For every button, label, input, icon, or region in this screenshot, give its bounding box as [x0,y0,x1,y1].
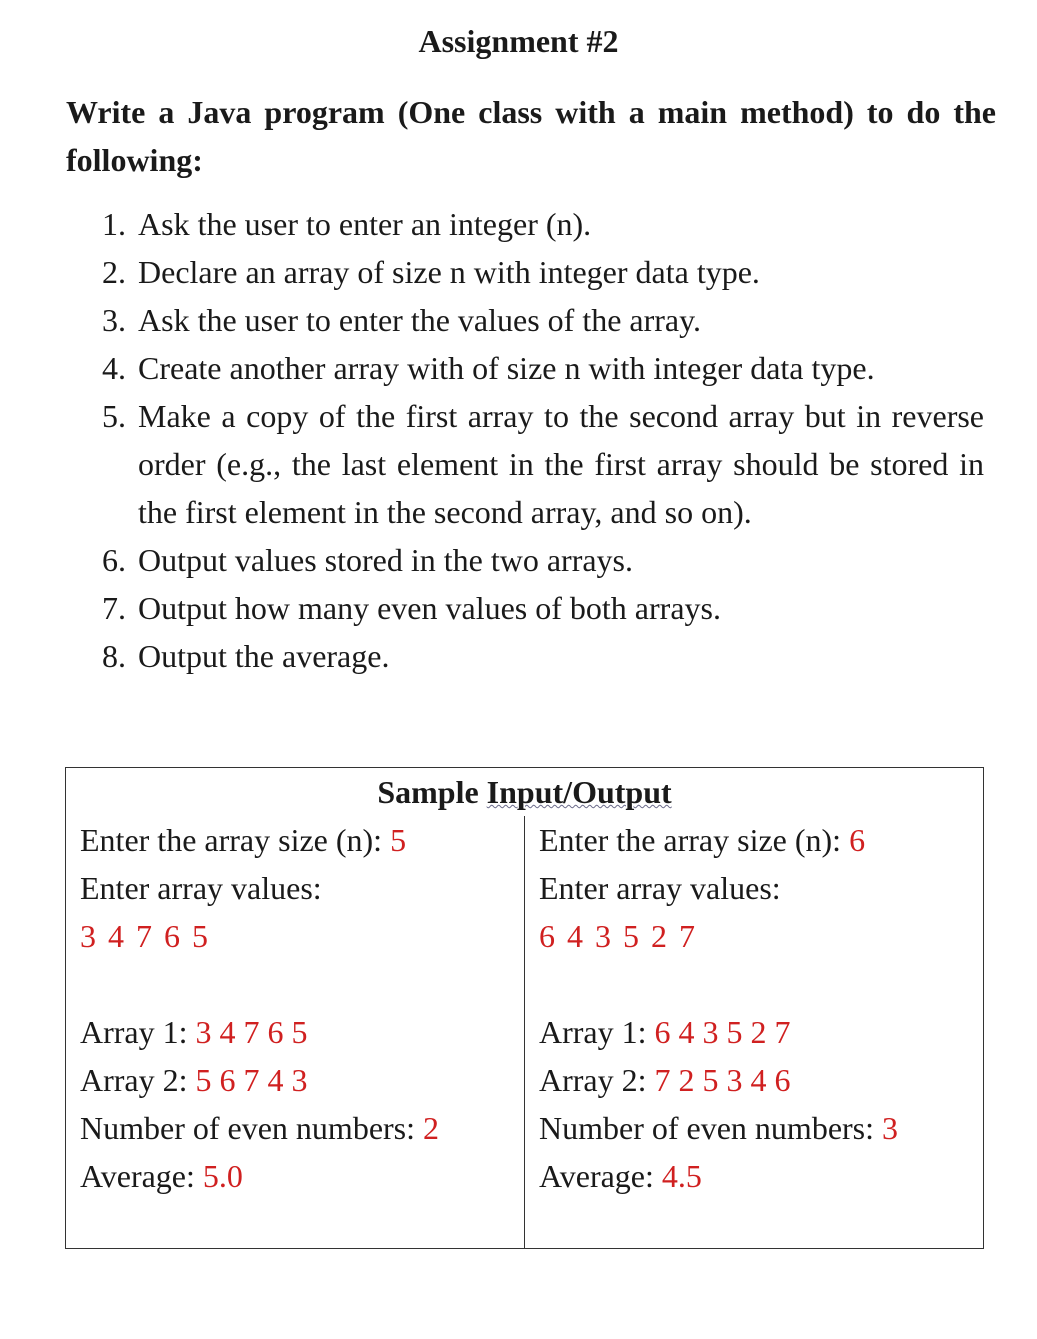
step-number: 6. [102,542,126,578]
even-value: 3 [882,1110,899,1146]
list-item [66,344,996,392]
sample-io-table [65,767,984,1249]
avg-label: Average: [80,1158,203,1194]
sample-right-column [525,816,983,1248]
array1-label: Array 1: [539,1014,655,1050]
step-text: Declare an array of size n with integer data type. [138,254,760,290]
sample-io-heading [66,768,983,816]
list-item [66,296,996,344]
values-label: Enter array values: [539,870,781,906]
step-number: 1. [102,206,126,242]
values-input: 3 4 7 6 5 [80,918,210,954]
even-label: Number of even numbers: [539,1110,883,1146]
size-label: Enter the array size (n): [80,822,391,858]
step-text: Ask the user to enter an integer (n). [138,206,592,242]
step-text: Create another array with of size n with integer data type. [138,350,875,386]
step-number: 5. [102,398,126,434]
values-input: 6 4 3 5 2 7 [539,918,697,954]
page-title: Assignment #2 [418,23,619,59]
list-item [66,536,996,584]
array1-line [80,1008,524,1056]
step-text: Output how many even values of both arrays. [138,590,721,626]
array1-line [539,1008,983,1056]
even-line [539,1104,983,1152]
array1-label: Array 1: [80,1014,196,1050]
size-label: Enter the array size (n): [539,822,850,858]
avg-value: 4.5 [661,1158,702,1194]
array2-line [539,1056,983,1104]
list-item [66,632,996,680]
steps-list [66,200,996,680]
step-number: 4. [102,350,126,386]
step-text: Output values stored in the two arrays. [138,542,633,578]
even-line [80,1104,524,1152]
even-value: 2 [423,1110,440,1146]
sample-heading-plain: Sample [377,774,487,810]
size-line [539,816,983,864]
list-item [66,248,996,296]
step-number: 8. [102,638,126,674]
step-number: 2. [102,254,126,290]
array2-line [80,1056,524,1104]
sample-heading-underlined: Input/Output [486,774,672,810]
list-item [66,392,996,536]
array2-value: 5 6 7 4 3 [195,1062,308,1098]
array2-value: 7 2 5 3 4 6 [654,1062,791,1098]
avg-label: Average: [539,1158,662,1194]
step-number: 7. [102,590,126,626]
avg-line [80,1152,524,1200]
values-label: Enter array values: [80,870,322,906]
even-label: Number of even numbers: [80,1110,424,1146]
size-value: 5 [390,822,407,858]
array1-value: 3 4 7 6 5 [195,1014,308,1050]
size-value: 6 [849,822,866,858]
list-item [66,200,996,248]
intro-paragraph: Write a Java program (One class with a main method) to do the following: [66,94,996,178]
step-text: Ask the user to enter the values of the array. [138,302,702,338]
array1-value: 6 4 3 5 2 7 [654,1014,791,1050]
size-line [80,816,524,864]
avg-line [539,1152,983,1200]
array2-label: Array 2: [539,1062,655,1098]
step-number: 3. [102,302,126,338]
step-text: Make a copy of the first array to the second array but in reverse order (e.g., the last element in the first array should be stored in the first element in the second array, and so on). [138,398,984,530]
sample-left-column [66,816,525,1248]
avg-value: 5.0 [202,1158,243,1194]
array2-label: Array 2: [80,1062,196,1098]
step-text: Output the average. [138,638,390,674]
list-item [66,584,996,632]
